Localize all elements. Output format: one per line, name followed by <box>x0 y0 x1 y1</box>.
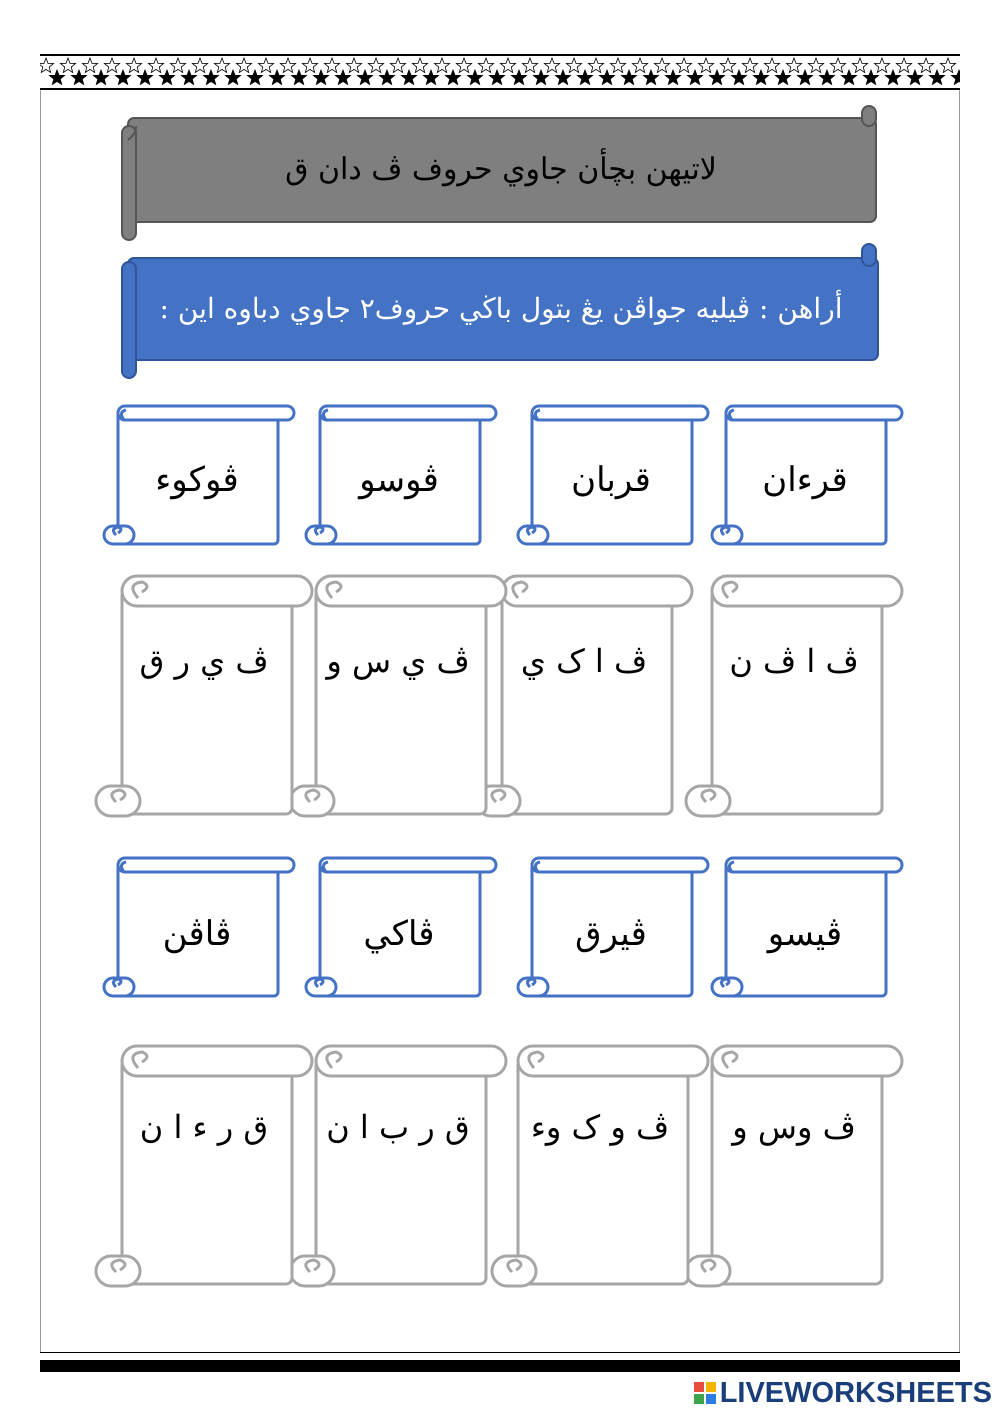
answer-text: ڤ ا ک ي <box>520 642 648 680</box>
answer-card[interactable] <box>684 574 904 820</box>
word-card <box>516 404 706 550</box>
word-text: ڤيرق <box>575 914 647 954</box>
word-text: قرءان <box>762 460 848 500</box>
answer-text: ڤ ي س و <box>326 642 470 680</box>
star-border-decoration <box>40 54 960 90</box>
answer-text: ق ر ء ا ن <box>139 1108 269 1146</box>
bottom-rule-thin <box>40 1352 960 1353</box>
bottom-rule-thick <box>40 1360 960 1372</box>
word-card <box>102 404 292 550</box>
answer-card[interactable] <box>288 574 508 820</box>
word-card <box>304 856 494 1002</box>
answer-card[interactable] <box>94 574 314 820</box>
title-text: لاتيهن بچأن جاوي حروف ڤ دان ق <box>285 152 717 187</box>
answer-text: ڤ ي ر ق <box>139 642 269 680</box>
logo-text: LIVEWORKSHEETS <box>719 1376 992 1409</box>
word-text: ڤوسو <box>359 460 439 500</box>
word-text: ڤاکي <box>363 914 435 954</box>
answer-card[interactable] <box>288 1044 508 1290</box>
word-text: ڤاڤن <box>162 914 232 954</box>
word-card <box>710 404 900 550</box>
word-card <box>710 856 900 1002</box>
answer-card[interactable] <box>490 1044 710 1290</box>
word-card <box>516 856 706 1002</box>
lwsheets-logo-icon <box>694 1382 716 1404</box>
answer-text: ڤ ا ڤ ن <box>729 642 859 680</box>
title-banner <box>118 104 884 244</box>
answer-text: ڤ و ک وء <box>530 1108 670 1146</box>
answer-card[interactable] <box>94 1044 314 1290</box>
answer-text: ڤ وس و <box>732 1108 856 1146</box>
answer-text: ق ر ب ا ن <box>326 1108 470 1146</box>
word-text: قربان <box>571 460 651 500</box>
instruction-text: أراهن : ڤيليه جواڤن يڠ بتول باڬي حروف٢ جاوي دباوه اين : <box>159 292 843 325</box>
word-text: ڤوکوء <box>155 460 239 500</box>
answer-card[interactable] <box>684 1044 904 1290</box>
word-card <box>304 404 494 550</box>
word-card <box>102 856 292 1002</box>
liveworksheets-logo <box>694 1376 992 1410</box>
word-text: ڤيسو <box>767 914 843 954</box>
instruction-banner <box>118 242 884 382</box>
